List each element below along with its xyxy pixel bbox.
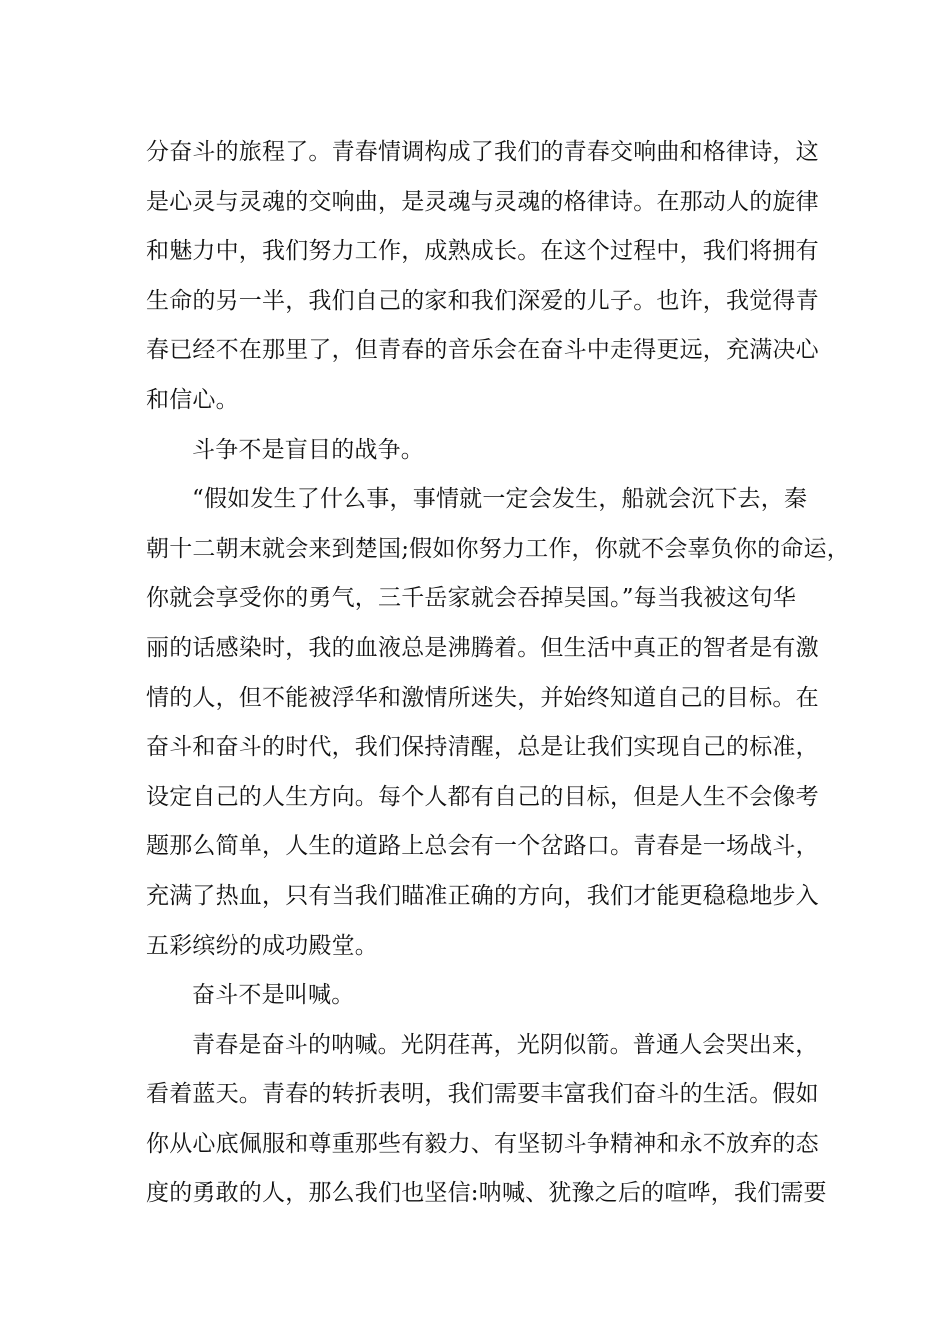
- document-body: [146, 128, 850, 1219]
- paragraph: [146, 971, 810, 1021]
- text-line: 朝十二朝末就会来到楚国;假如你努力工作，你就不会辜负你的命运，: [146, 535, 850, 562]
- text-line: 你从心底佩服和尊重那些有毅力、有坚韧斗争精神和永不放弃的态: [146, 1130, 819, 1157]
- text-line: 春已经不在那里了，但青春的音乐会在奋斗中走得更远，充满决心: [146, 337, 819, 364]
- text-line: 青春是奋斗的呐喊。光阴荏苒，光阴似箭。普通人会哭出来，: [192, 1031, 819, 1058]
- text-line: 情的人，但不能被浮华和激情所迷失，并始终知道自己的目标。在: [146, 684, 819, 711]
- text-line: 生命的另一半，我们自己的家和我们深爱的儿子。也许，我觉得青: [146, 287, 819, 314]
- text-line: 丽的话感染时，我的血液总是沸腾着。但生活中真正的智者是有激: [146, 634, 819, 661]
- text-line: 度的勇敢的人，那么我们也坚信:呐喊、犹豫之后的喧哗，我们需要: [146, 1180, 827, 1207]
- paragraph: [146, 1021, 827, 1219]
- text-line: 是心灵与灵魂的交响曲，是灵魂与灵魂的格律诗。在那动人的旋律: [146, 188, 819, 215]
- text-line: 设定自己的人生方向。每个人都有自己的目标，但是人生不会像考: [146, 783, 819, 810]
- text-line: 你就会享受你的勇气，三千岳家就会吞掉吴国。”每当我被这句华: [146, 585, 797, 612]
- text-line: 和信心。: [146, 386, 239, 413]
- text-line: 分奋斗的旅程了。青春情调构成了我们的青春交响曲和格律诗，这: [146, 139, 819, 165]
- text-line: “假如发生了什么事，事情就一定会发生，船就会沉下去，秦: [192, 486, 808, 513]
- paragraph: [146, 128, 819, 426]
- text-line: 奋斗不是叫喊。: [192, 982, 355, 1009]
- text-line: 充满了热血，只有当我们瞄准正确的方向，我们才能更稳稳地步入: [146, 882, 819, 909]
- text-line: 和魅力中，我们努力工作，成熟成长。在这个过程中，我们将拥有: [146, 238, 819, 265]
- text-line: 五彩缤纷的成功殿堂。: [146, 932, 378, 959]
- text-line: 题那么简单，人生的道路上总会有一个岔路口。青春是一场战斗，: [146, 833, 819, 860]
- text-line: 看着蓝天。青春的转折表明，我们需要丰富我们奋斗的生活。假如: [146, 1081, 819, 1108]
- paragraph: [146, 426, 810, 476]
- paragraph: [146, 475, 850, 971]
- text-line: 奋斗和奋斗的时代，我们保持清醒，总是让我们实现自己的标准，: [146, 734, 819, 761]
- text-line: 斗争不是盲目的战争。: [192, 436, 424, 463]
